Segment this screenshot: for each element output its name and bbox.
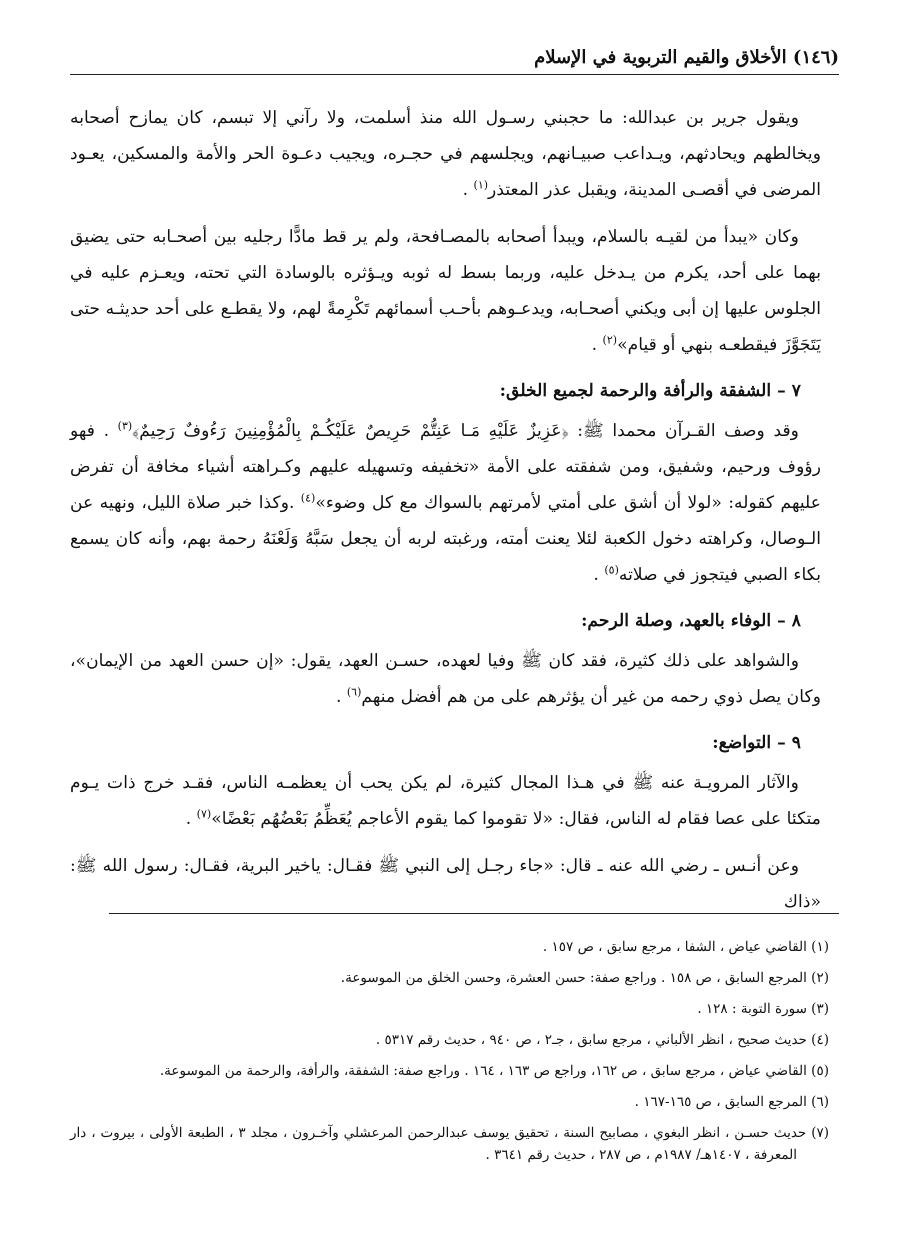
footnote-ref: (٥)	[604, 563, 619, 577]
paragraph-humility: والآثار المرويـة عنه ﷺ في هـذا المجال كثيرة، لم يكن يحب أن يعظمـه الناس، فقـد خرج ذات يـوم متكئا على عصا فقام له الناس، فقال: «لا تقوموا كما يقوم الأعاجم يُعَظِّمُ بَعْضُهُم بَعْضًا»$^{(٧)}$ .	[70, 773, 821, 829]
footnote-ref: (٦)	[346, 685, 362, 699]
main-text	[70, 100, 821, 931]
section-heading-loyalty: ٨ – الوفاء بالعهد، وصلة الرحم:	[581, 611, 801, 631]
paragraph-greeting: وكان «يبدأ من لقيـه بالسلام، ويبدأ أصحابه بالمصـافحة، ولم ير قط مادًّا رجليه بين أصحـابه حتى يضيق بهما على أحد، يكرم من يـدخل عليه، وربما بسط له ثوبه ويـؤثره بالوسادة التي تحته، ويعـزم عليه في الجلوس عليها إن أبى ويكني أصحـابه، ويدعـوهم بأحـب أسمائهم تَكْرِمةً لهم، ولا يقطـع على أحد حديثـه حتى يَتَجَوَّزَ فيقطعـه بنهي أو قيام»$^{(٢)}$ .	[70, 227, 821, 355]
footnote-item: (٣) سورة التوبة : ١٢٨ .	[697, 1001, 829, 1017]
page-header	[70, 40, 839, 75]
footnote-ref: (٤)	[300, 491, 316, 505]
footnote-ref: (٣)	[117, 419, 133, 433]
paragraph-mercy: وقد وصف القـرآن محمدا ﷺ: ﴿عَزِيزٌ عَلَيْهِ مَـا عَنِتُّمْ حَرِيصٌ عَلَيْكُـمْ بِالْمُؤْمِنِينَ رَءُوفٌ رَحِيمٌ﴾$^{(٣)}$ . فهو رؤوف ورحيم، وشفيق، ومن شفقته على الأمة «تخفيفه وتسهيله عليهم وكـراهته أشياء مخافة أن تفرض عليهم كقوله: «لولا أن أشق على أمتي لأمرتهم بالسواك مع كل وضوء»$^{(٤)}$ .وكذا خبر صلاة الليل، ونهيه عن الـوصال، وكراهته دخول الكعبة لئلا يعنت أمته، ورغبته لربه أن يجعل سَبَّهُ وَلَعْنَهُ رحمة بهم، وأنه كان يسمع بكاء الصبي فيتجوز في صلاته$^{(٥)}$ .	[70, 419, 821, 585]
section-heading-mercy: ٧ – الشفقة والرأفة والرحمة لجميع الخلق:	[499, 381, 801, 401]
footnote-ref: (١)	[473, 178, 489, 192]
running-title: (١٤٦) الأخلاق والقيم التربوية في الإسلام	[534, 47, 839, 68]
footnote-ref: (٧)	[196, 807, 212, 821]
footnote-item: (٧) حديث حسـن ، انظر البغوي ، مصابيح السنة ، تحقيق يوسف عبدالرحمن المرعشلي وآخـرون ، مجلد ٣ ، الطبعة الأولى ، بيروت ، دار المعرفة ، ١٤٠٧هـ/ ١٩٨٧م ، ص ٢٨٧ ، حديث رقم ٣٦٤١ .	[70, 1125, 830, 1163]
footnote-item: (٥) القاضي عياض ، مرجع سابق ، ص ١٦٢، وراجع ص ١٦٣ ، ١٦٤ . وراجع صفة: الشفقة، والرأفة، والرحمة من الموسوعة.	[159, 1063, 829, 1079]
footnote-item: (٤) حديث صحيح ، انظر الألباني ، مرجع سابق ، جـ٢ ، ص ٩٤٠ ، حديث رقم ٥٣١٧ .	[375, 1032, 829, 1048]
section-heading-humility: ٩ – التواضع:	[712, 733, 801, 753]
footnote-ref: (٢)	[602, 333, 618, 347]
paragraph-anas: وعن أنـس ـ رضي الله عنه ـ قال: «جاء رجـل إلى النبي ﷺ فقـال: ياخير البرية، فقـال: رسول الله ﷺ: «ذاك	[70, 856, 821, 912]
paragraph-jarir: ويقول جرير بن عبدالله: ما حجبني رسـول الله منذ أسلمت، ولا رآني إلا تبسم، كان يمازح أصحابه ويخالطهم ويحادثهم، ويـداعب صبيـانهم، ويجلسهم في حجـره، ويجيب دعـوة الحر والأمة والمسكين، يعـود المرضى في أقصـى المدينة، ويقبل عذر المعتذر$^{(١)}$ .	[70, 108, 821, 200]
footnote-item: (٦) المرجع السابق ، ص ١٦٥-١٦٧ .	[634, 1094, 829, 1110]
footnote-item: (١) القاضي عياض ، الشفا ، مرجع سابق ، ص ١٥٧ .	[542, 939, 829, 955]
footnote-item: (٢) المرجع السابق ، ص ١٥٨ . وراجع صفة: حسن العشرة، وحسن الخلق من الموسوعة.	[340, 970, 829, 986]
footnote-divider	[109, 913, 839, 914]
footnotes	[70, 936, 829, 1175]
paragraph-loyalty: والشواهد على ذلك كثيرة، فقد كان ﷺ وفيا لعهده، حسـن العهد، يقول: «إن حسن العهد من الإيمان»، وكان يصل ذوي رحمه من غير أن يؤثرهم على من هم أفضل منهم$^{(٦)}$ .	[70, 651, 821, 707]
